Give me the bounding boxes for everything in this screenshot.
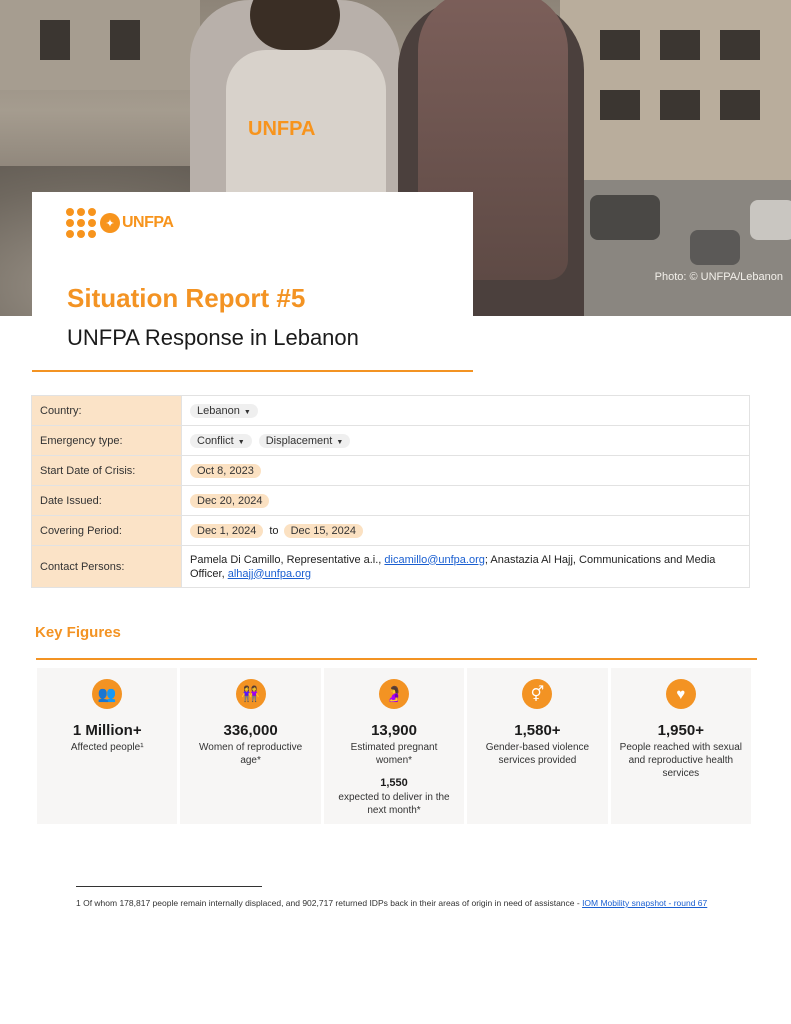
emergency-value: Displacement xyxy=(265,434,333,447)
caret-down-icon: ▼ xyxy=(243,408,251,416)
figure-value: 336,000 xyxy=(223,722,278,739)
figure-label: Affected people¹ xyxy=(70,742,144,753)
key-figure-card xyxy=(180,668,320,824)
figure-label: People reached with sexual and reproductive health services xyxy=(619,742,742,779)
unfpa-logo xyxy=(66,208,173,238)
logo-dots-icon xyxy=(66,208,96,238)
emergency-label: Emergency type: xyxy=(32,426,182,456)
emergency-value: Conflict xyxy=(197,434,234,447)
report-info-table xyxy=(31,395,750,588)
emergency-cell xyxy=(182,426,750,456)
country-cell xyxy=(182,396,750,426)
period-from-chip[interactable]: Dec 1, 2024 xyxy=(190,524,263,538)
people-icon: 👥 xyxy=(92,679,122,709)
covering-period-cell xyxy=(182,516,750,546)
start-date-chip[interactable]: Oct 8, 2023 xyxy=(190,464,261,478)
email-link-alhajj[interactable]: alhajj@unfpa.org xyxy=(227,567,312,580)
emergency-chip-displacement[interactable] xyxy=(259,434,351,448)
contact-text: ; Anastazia Al Hajj, Communications and Media Officer, xyxy=(190,553,716,580)
start-date-label: Start Date of Crisis: xyxy=(32,456,182,486)
footnote xyxy=(76,895,716,912)
key-figures-heading: Key Figures xyxy=(35,624,121,641)
logo-text: UNFPA xyxy=(122,214,174,231)
figure-label: Gender-based violence services provided xyxy=(485,742,590,766)
heart-health-icon: ♥ xyxy=(666,679,696,709)
country-value: Lebanon xyxy=(197,404,240,417)
footnote-text: 1 Of whom 178,817 people remain internally displaced, and 902,717 returned IDPs back in their areas of origin in need of assistance - xyxy=(76,898,583,908)
table-row xyxy=(32,396,750,426)
title-divider xyxy=(32,370,473,372)
country-label: Country: xyxy=(32,396,182,426)
date-issued-label: Date Issued: xyxy=(32,486,182,516)
table-row xyxy=(32,486,750,516)
un-emblem-icon: ✦ xyxy=(100,213,120,233)
key-figure-card xyxy=(37,668,177,824)
gender-icon: ⚥ xyxy=(522,679,552,709)
figure-value-secondary: 1,550 xyxy=(380,777,408,789)
key-figures-divider xyxy=(36,658,757,660)
figure-value: 1 Million+ xyxy=(72,722,142,739)
email-link-dicamillo[interactable]: dicamillo@unfpa.org xyxy=(384,553,485,566)
emergency-chip-conflict[interactable] xyxy=(190,434,252,448)
figure-value: 1,950+ xyxy=(657,722,704,739)
figure-value: 13,900 xyxy=(371,722,417,739)
contact-cell xyxy=(182,546,750,588)
footnote-link[interactable]: IOM Mobility snapshot - round 67 xyxy=(582,898,708,908)
figure-value: 1,580+ xyxy=(514,722,561,739)
date-issued-cell xyxy=(182,486,750,516)
footnote-divider xyxy=(76,886,262,887)
figure-label: Women of reproductive age* xyxy=(199,742,303,766)
covering-period-label: Covering Period: xyxy=(32,516,182,546)
table-row xyxy=(32,426,750,456)
key-figure-card xyxy=(324,668,464,824)
aid-worker-figure xyxy=(190,0,400,200)
contact-label: Contact Persons: xyxy=(32,546,182,588)
page-subtitle: UNFPA Response in Lebanon xyxy=(67,325,359,350)
page-title: Situation Report #5 xyxy=(67,283,306,313)
women-icon: 👭 xyxy=(236,679,266,709)
key-figure-card xyxy=(467,668,607,824)
start-date-cell xyxy=(182,456,750,486)
vest-logo: UNFPA xyxy=(248,118,316,140)
period-to-word: to xyxy=(269,524,279,537)
table-row xyxy=(32,456,750,486)
key-figures-row xyxy=(37,668,751,824)
date-issued-chip[interactable]: Dec 20, 2024 xyxy=(190,494,269,508)
table-row xyxy=(32,546,750,588)
country-chip[interactable] xyxy=(190,404,258,418)
figure-label: Estimated pregnant women* xyxy=(350,742,438,766)
period-to-chip[interactable]: Dec 15, 2024 xyxy=(284,524,363,538)
table-row xyxy=(32,516,750,546)
key-figure-card xyxy=(611,668,751,824)
figure-label-secondary: expected to deliver in the next month* xyxy=(338,792,450,816)
contact-text: Pamela Di Camillo, Representative a.i., xyxy=(190,553,385,566)
caret-down-icon: ▼ xyxy=(237,438,245,446)
pregnant-icon: 🤰 xyxy=(379,679,409,709)
photo-credit: Photo: © UNFPA/Lebanon xyxy=(654,271,783,283)
caret-down-icon: ▼ xyxy=(336,438,344,446)
